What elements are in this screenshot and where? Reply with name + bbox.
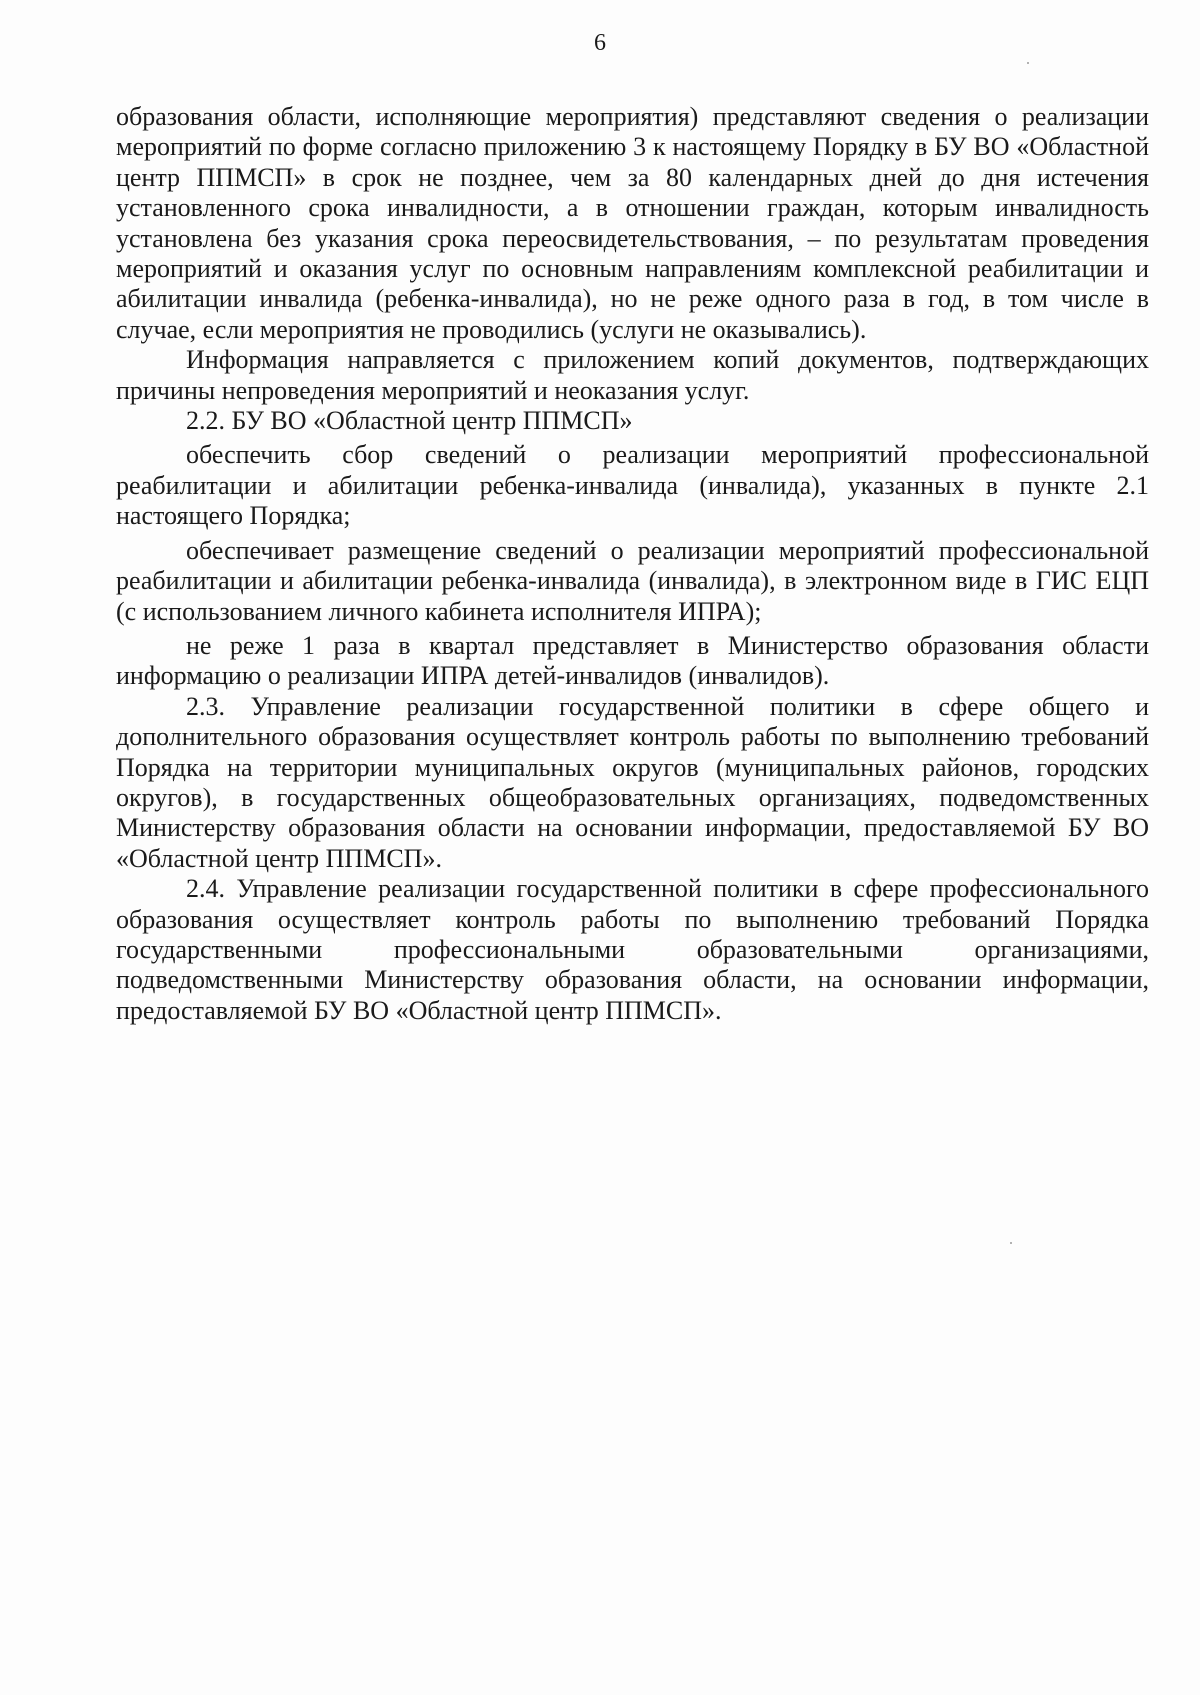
scan-speck: [1027, 62, 1029, 64]
document-body: [116, 102, 1149, 1026]
paragraph-information-note: Информация направляется с приложением копий документов, подтверждающих причины непроведения мероприятий и неоказания услуг.: [116, 345, 1149, 405]
paragraph-continuation: образования области, исполняющие мероприятия) представляют сведения о реализации мероприятий по форме согласно приложению 3 к настоящему Порядку в БУ ВО «Областной центр ППМСП» в срок не позднее, чем за 80 календарных дней до дня истечения установленного срока инвалидности, а в отношении граждан, которым инвалидность установлена без указания срока переосвидетельствования, – по результатам проведения мероприятий и оказания услуг по основным направлениям комплексной реабилитации и абилитации инвалида (ребенка-инвалида), но не реже одного раза в год, в том числе в случае, если мероприятия не проводились (услуги не оказывались).: [116, 102, 1149, 344]
page-number: 6: [594, 30, 606, 56]
paragraph-2-3: 2.3. Управление реализации государственной политики в сфере общего и дополнительного образования осуществляет контроль работы по выполнению требований Порядка на территории муниципальных округов (муниципальных районов, городских округов), в государственных общеобразовательных организациях, подведомственных Министерству образования области на основании информации, предоставляемой БУ ВО «Областной центр ППМСП».: [116, 691, 1149, 873]
section-heading-2-2: 2.2. БУ ВО «Областной центр ППМСП»: [186, 406, 633, 436]
paragraph-collect-data: обеспечить сбор сведений о реализации мероприятий профессиональной реабилитации и абилитации ребенка-инвалида (инвалида), указанных в пункте 2.1 настоящего Порядка;: [116, 440, 1149, 531]
paragraph-quarterly-report: не реже 1 раза в квартал представляет в Министерство образования области информацию о реализации ИПРА детей-инвалидов (инвалидов).: [116, 630, 1149, 691]
scan-speck: [1010, 1242, 1012, 1244]
paragraph-2-4: 2.4. Управление реализации государственной политики в сфере профессионального образования осуществляет контроль работы по выполнению требований Порядка государственными профессиональными образовательными организациями, подведомственными Министерству образования области, на основании информации, предоставляемой БУ ВО «Областной центр ППМСП».: [116, 874, 1149, 1025]
paragraph-publish-data: обеспечивает размещение сведений о реализации мероприятий профессиональной реабилитации и абилитации ребенка-инвалида (инвалида), в электронном виде в ГИС ЕЦП (с использованием личного кабинета исполнителя ИПРА);: [116, 535, 1149, 626]
